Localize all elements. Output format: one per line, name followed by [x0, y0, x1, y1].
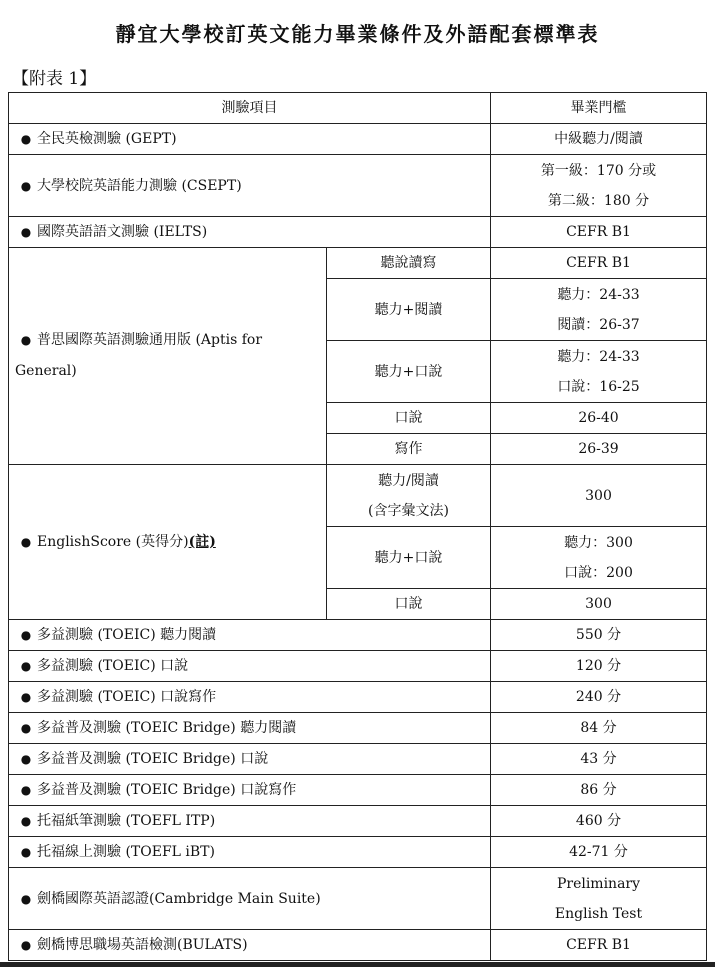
row-gept-value: 中級聽力/閱讀 [491, 124, 707, 155]
table-row [9, 744, 707, 775]
note-link[interactable]: (註) [188, 534, 216, 550]
table-header-row [9, 93, 707, 124]
graduation-standards-table [8, 92, 707, 961]
header-item: 測驗項目 [9, 93, 491, 124]
aptis-skill: 聽力+口說 [327, 341, 491, 403]
row-bulats-name: ● 劍橋博思職場英語檢測(BULATS) [9, 930, 491, 961]
row-toefl-itp-name: ● 托福紙筆測驗 (TOEFL ITP) [9, 806, 491, 837]
page-title: 靜宜大學校訂英文能力畢業條件及外語配套標準表 [115, 22, 600, 46]
row-bridge-lr-value: 84 分 [491, 713, 707, 744]
table-row [9, 248, 707, 279]
row-bridge-s-value: 43 分 [491, 744, 707, 775]
row-toeic-lr-value: 550 分 [491, 620, 707, 651]
englishscore-value: 300 [491, 465, 707, 527]
aptis-value: 聽力：24-33 閱讀：26-37 [491, 279, 707, 341]
row-bulats-value: CEFR B1 [491, 930, 707, 961]
englishscore-skill: 聽力/閱讀 (含字彙文法) [327, 465, 491, 527]
row-bridge-sw-name: ● 多益普及測驗 (TOEIC Bridge) 口說寫作 [9, 775, 491, 806]
table-row [9, 155, 707, 217]
row-cambridge-name: ● 劍橋國際英語認證(Cambridge Main Suite) [9, 868, 491, 930]
row-bridge-lr-name: ● 多益普及測驗 (TOEIC Bridge) 聽力閱讀 [9, 713, 491, 744]
row-toefl-itp-value: 460 分 [491, 806, 707, 837]
row-englishscore-name: ● EnglishScore (英得分)(註) [9, 465, 327, 620]
aptis-skill: 口說 [327, 403, 491, 434]
aptis-skill: 聽力+閱讀 [327, 279, 491, 341]
table-row [9, 713, 707, 744]
aptis-value: 26-40 [491, 403, 707, 434]
page-bottom-edge [0, 962, 715, 967]
table-row [9, 837, 707, 868]
table-row [9, 217, 707, 248]
row-csept-name: ● 大學校院英語能力測驗 (CSEPT) [9, 155, 491, 217]
table-row [9, 868, 707, 930]
row-ielts-value: CEFR B1 [491, 217, 707, 248]
aptis-skill: 聽說讀寫 [327, 248, 491, 279]
aptis-value: 26-39 [491, 434, 707, 465]
header-threshold: 畢業門檻 [491, 93, 707, 124]
row-toeic-sw-name: ● 多益測驗 (TOEIC) 口說寫作 [9, 682, 491, 713]
table-row [9, 124, 707, 155]
row-csept-value: 第一級：170 分或 第二級：180 分 [491, 155, 707, 217]
row-toefl-ibt-value: 42-71 分 [491, 837, 707, 868]
table-row [9, 465, 707, 527]
row-toeic-s-name: ● 多益測驗 (TOEIC) 口說 [9, 651, 491, 682]
englishscore-value: 聽力：300 口說：200 [491, 527, 707, 589]
englishscore-skill: 聽力+口說 [327, 527, 491, 589]
table-row [9, 682, 707, 713]
row-bridge-s-name: ● 多益普及測驗 (TOEIC Bridge) 口說 [9, 744, 491, 775]
aptis-value: CEFR B1 [491, 248, 707, 279]
row-cambridge-value: Preliminary English Test [491, 868, 707, 930]
row-aptis-name: ● 普思國際英語測驗通用版 (Aptis for General) [9, 248, 327, 465]
table-row [9, 775, 707, 806]
row-ielts-name: ● 國際英語語文測驗 (IELTS) [9, 217, 491, 248]
englishscore-value: 300 [491, 589, 707, 620]
table-row [9, 651, 707, 682]
row-toefl-ibt-name: ● 托福線上測驗 (TOEFL iBT) [9, 837, 491, 868]
aptis-value: 聽力：24-33 口說：16-25 [491, 341, 707, 403]
row-toeic-s-value: 120 分 [491, 651, 707, 682]
table-row [9, 620, 707, 651]
row-bridge-sw-value: 86 分 [491, 775, 707, 806]
table-row [9, 930, 707, 961]
row-gept-name: ● 全民英檢測驗 (GEPT) [9, 124, 491, 155]
englishscore-skill: 口說 [327, 589, 491, 620]
table-row [9, 806, 707, 837]
row-toeic-sw-value: 240 分 [491, 682, 707, 713]
annex-label: 【附表 1】 [12, 69, 97, 89]
aptis-skill: 寫作 [327, 434, 491, 465]
row-toeic-lr-name: ● 多益測驗 (TOEIC) 聽力閱讀 [9, 620, 491, 651]
